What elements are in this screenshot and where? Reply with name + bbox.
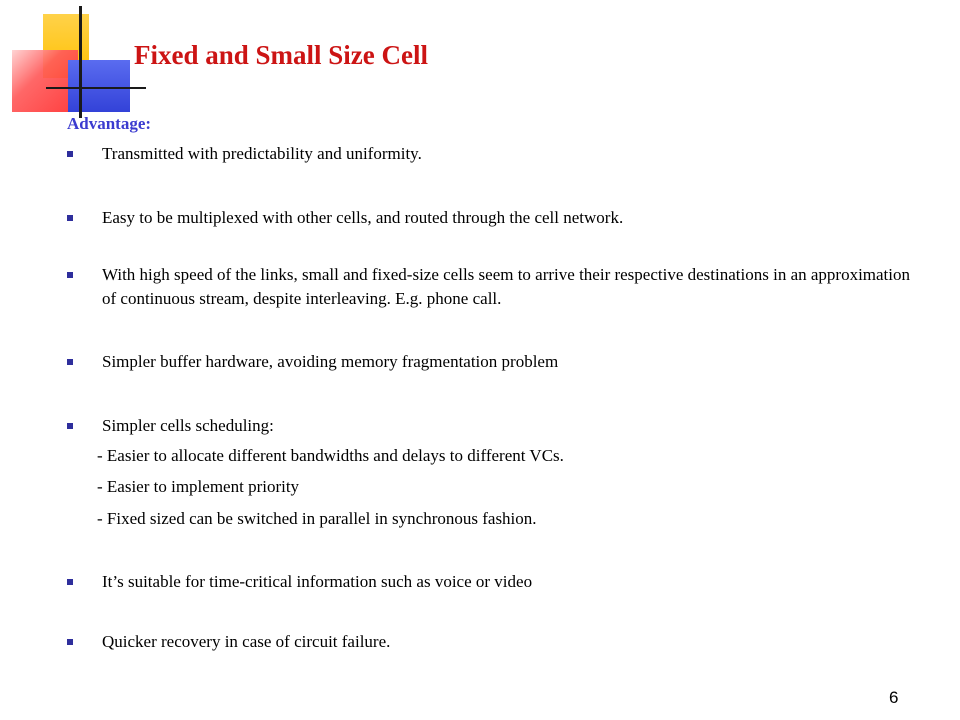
bullet-item: [67, 206, 927, 230]
bullet-item: [67, 142, 927, 166]
bullet-item: [67, 414, 927, 438]
advantage-heading: Advantage:: [67, 114, 152, 133]
bullet-text: Simpler cells scheduling:: [102, 416, 274, 435]
sub-item: - Fixed sized can be switched in parallel in synchronous fashion.: [97, 509, 537, 528]
slide-title: Fixed and Small Size Cell: [134, 40, 429, 70]
bullet-text: It’s suitable for time-critical information such as voice or video: [102, 572, 533, 591]
square-bullet-icon: [67, 151, 73, 157]
sub-item: - Easier to allocate different bandwidths and delays to different VCs.: [97, 446, 564, 465]
bullet-item: [67, 263, 927, 311]
square-bullet-icon: [67, 423, 73, 429]
square-bullet-icon: [67, 579, 73, 585]
bullet-text: Easy to be multiplexed with other cells, and routed through the cell network.: [102, 208, 624, 227]
square-bullet-icon: [67, 215, 73, 221]
square-bullet-icon: [67, 272, 73, 278]
bullet-text: With high speed of the links, small and fixed-size cells seem to arrive their respective destinations in an approximation of continuous stream, despite interleaving. E.g. phone call.: [102, 265, 911, 308]
bullet-text: Simpler buffer hardware, avoiding memory fragmentation problem: [102, 352, 559, 371]
bullet-item: [67, 630, 927, 654]
bullet-text: Quicker recovery in case of circuit failure.: [102, 632, 391, 651]
decorative-blue-square: [68, 60, 130, 112]
square-bullet-icon: [67, 359, 73, 365]
decorative-horizontal-line: [46, 87, 146, 89]
bullet-text: Transmitted with predictability and uniformity.: [102, 144, 422, 163]
sub-item: - Easier to implement priority: [97, 477, 300, 496]
decorative-vertical-line: [79, 6, 82, 118]
bullet-item: [67, 350, 927, 374]
square-bullet-icon: [67, 639, 73, 645]
bullet-item: [67, 570, 927, 594]
page-number: 6: [889, 688, 899, 707]
